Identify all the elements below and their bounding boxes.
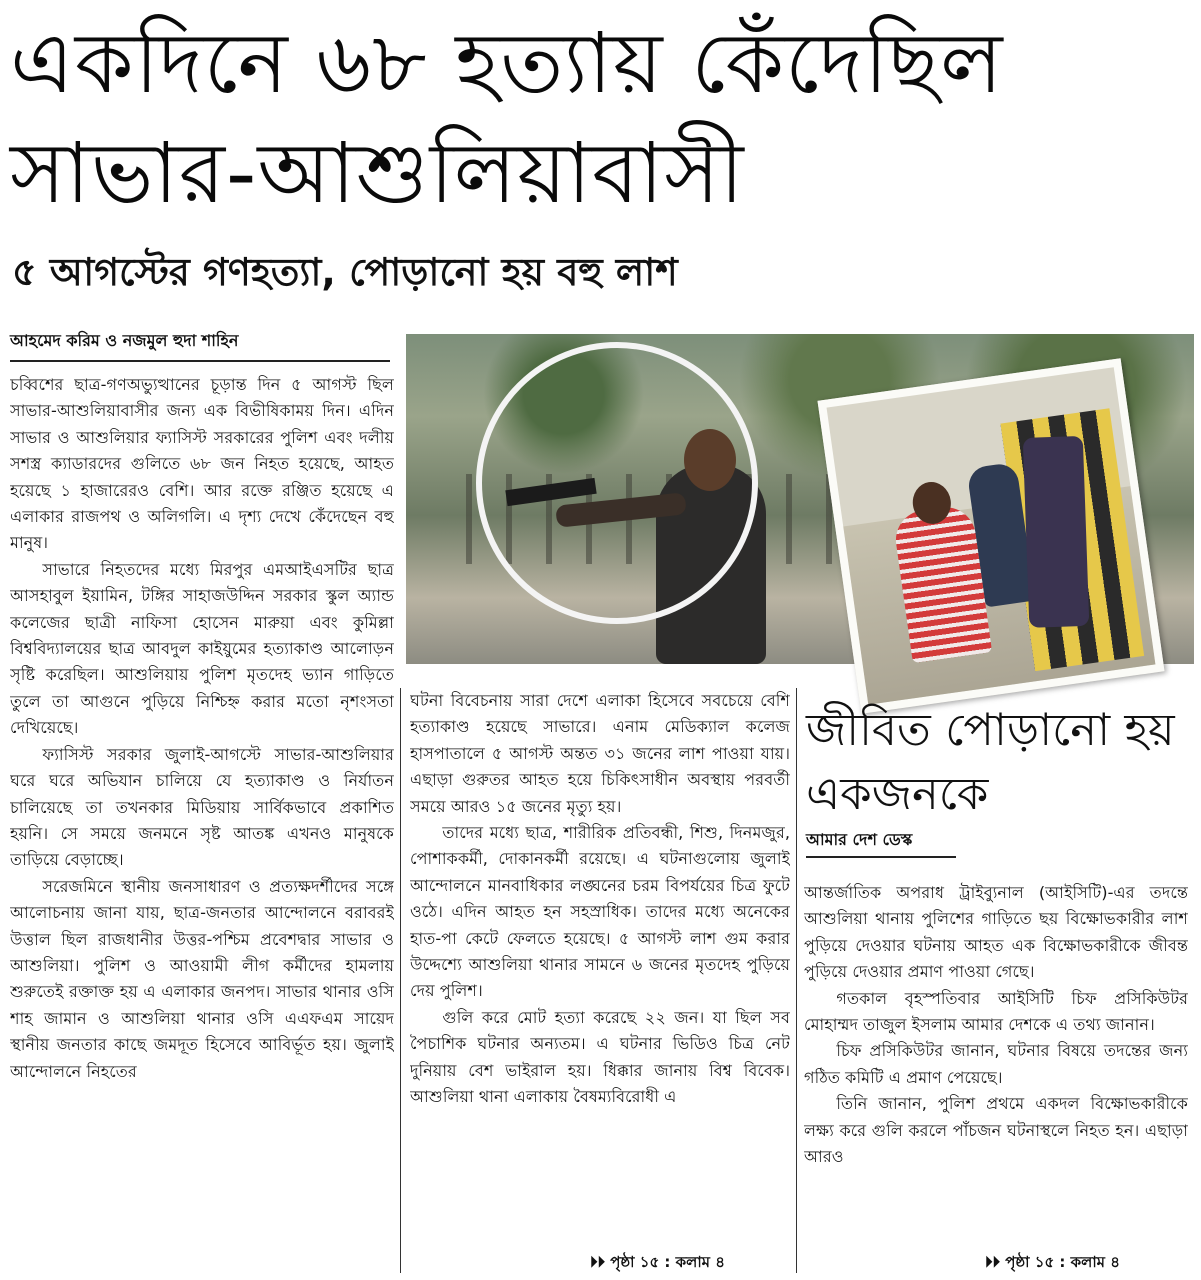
paragraph: ঘটনা বিবেচনায় সারা দেশে এলাকা হিসেবে সবচেয়ে বেশি হত্যাকাণ্ড হয়েছে সাভারে। এনাম মেডিক্যাল কলেজ হাসপাতালে ৫ আগস্ট অন্তত ৩১ জনের লাশ পাওয়া যায়। এছাড়া গুরুতর আহত হয়ে চিকিৎসাধীন অবস্থায় পরবর্তী সময়ে আরও ১৫ জনের মৃত্যু হয়। [410,691,790,816]
paragraph: গতকাল বৃহস্পতিবার আইসিটি চিফ প্রসিকিউটর মোহাম্মদ তাজুল ইসলাম আমার দেশকে এ তথ্য জানান। [804,988,1188,1035]
paragraph: গুলি করে মোট হত্যা করেছে ২২ জন। যা ছিল সব পৈচাশিক ঘটনার অন্যতম। এ ঘটনার ভিডিও চিত্র নেট দুনিয়ায় বেশ ভাইরাল হয়। ধিক্কার জানায় বিশ্ব বিবেক। আশুলিয়া থানা এলাকায় বৈষম্যবিরোধী এ [410,1007,790,1107]
paragraph: চিফ প্রসিকিউটর জানান, ঘটনার বিষয়ে তদন্তের জন্য গঠিত কমিটি এ প্রমাণ পেয়েছে। [804,1041,1188,1087]
byline: আহমেদ করিম ও নজমুল হুদা শাহিন [10,328,390,362]
headline-line-1: একদিনে ৬৮ হত্যায় কেঁদেছিল [10,14,1004,112]
highlight-circle [476,342,758,624]
paragraph: তিনি জানান, পুলিশ প্রথমে একদল বিক্ষোভকারীকে লক্ষ্য করে গুলি করলে পাঁচজন ঘটনাস্থলে নিহত হন। এছাড়া আরও [804,1094,1188,1167]
column-divider [400,688,401,1273]
paragraph: চব্বিশের ছাত্র-গণঅভ্যুত্থানের চূড়ান্ত দিন ৫ আগস্ট ছিল সাভার-আশুলিয়াবাসীর জন্য এক বিভীষিকাময় দিন। এদিন সাভার ও আশুলিয়ার ফ্যাসিস্ট সরকারের পুলিশ এবং দলীয় সশস্ত্র ক্যাডারদের গুলিতে ৬৮ জন নিহত হয়েছে, আহত হয়েছে ১ হাজারেরও বেশি। আর রক্তে রঞ্জিত হয়েছে এ এলাকার রাজপথ ও অলিগলি। এ দৃশ্য দেখে কেঁদেছেন বহু মানুষ। [10,375,394,553]
main-headline [10,8,1190,228]
paragraph: তাদের মধ্যে ছাত্র, শারীরিক প্রতিবন্ধী, শিশু, দিনমজুর, পোশাককর্মী, দোকানকর্মী রয়েছে। এ ঘটনাগুলোয় জুলাই আন্দোলনে মানবাধিকার লঙ্ঘনের চরম বিপর্যয়ের চিত্র ফুটে ওঠে। এদিন আহত হন সহস্রাধিক। তাদের মধ্যে অনেকের হাত-পা কেটে ফেলতে হয়েছে। ৫ আগস্ট লাশ গুম করার উদ্দেশ্যে আশুলিয়া থানার সামনে ৬ জনের মৃতদেহ পুড়িয়ে দেয় পুলিশ। [410,823,790,1001]
continued-on-page: ⏵⏵ পৃষ্ঠা ১৫ : কলাম ৪ [590,1253,725,1271]
sub-headline: ৫ আগস্টের গণহত্যা, পোড়ানো হয় বহু লাশ [12,250,678,294]
sidebar-byline: আমার দেশ ডেস্ক [806,828,956,858]
inset-photo [817,358,1164,714]
article-column-1 [10,372,394,1276]
paragraph: ফ্যাসিস্ট সরকার জুলাই-আগস্টে সাভার-আশুলিয়ার ঘরে ঘরে অভিযান চালিয়ে যে হত্যাকাণ্ড ও নির্যাতন চালিয়েছে তা তখনকার মিডিয়ায় সার্বিকভাবে প্রকাশিত হয়নি। সে সময়ে জনমনে সৃষ্ট আতঙ্ক এখনও মানুষকে তাড়িয়ে বেড়াচ্ছে। [10,744,394,870]
sidebar-column [804,880,1188,1252]
column-divider [796,688,797,1273]
inset-figure [1023,436,1090,628]
sidebar-headline: জীবিত পোড়ানো হয় একজনকে [806,703,1175,820]
paragraph: আন্তর্জাতিক অপরাধ ট্রাইব্যুনাল (আইসিটি)-এর তদন্তে আশুলিয়া থানায় পুলিশের গাড়িতে ছয় বিক্ষোভকারীর লাশ পুড়িয়ে দেওয়ার ঘটনায় আহত এক বিক্ষোভকারীকে জীবন্ত পুড়িয়ে দেওয়ার প্রমাণ পাওয়া গেছে। [804,883,1188,982]
paragraph: সাভারে নিহতদের মধ্যে মিরপুর এমআইএসটির ছাত্র আসহাবুল ইয়ামিন, টঙ্গির সাহাজউদ্দিন সরকার স্কুল অ্যান্ড কলেজের ছাত্রী নাফিসা হোসেন মারুয়া এবং কুমিল্লা বিশ্ববিদ্যালয়ের ছাত্র আবদুল কাইয়ুমের হত্যাকাণ্ড আলোড়ন সৃষ্টি করেছিল। আশুলিয়ায় পুলিশ মৃতদেহ ভ্যান গাড়িতে তুলে তা আগুনে পুড়িয়ে নিশ্চিহ্ন করার মতো নৃশংসতা দেখিয়েছে। [10,559,394,738]
paragraph: সরেজমিনে স্থানীয় জনসাধারণ ও প্রত্যক্ষদর্শীদের সঙ্গে আলোচনায় জানা যায়, ছাত্র-জনতার আন্দোলনে বরাবরই উত্তাল ছিল রাজধানীর উত্তর-পশ্চিম প্রবেশদ্বার সাভার ও আশুলিয়া। পুলিশ ও আওয়ামী লীগ কর্মীদের হামলায় শুরুতেই রক্তাক্ত হয় এ এলাকার জনপদ। সাভার থানার ওসি শাহ জামান ও আশুলিয়া থানার ওসি এএফএম সায়েদ স্থানীয় জনতার কাছে জমদূত হিসেবে আবির্ভূত হয়। জুলাই আন্দোলনে নিহতের [10,876,394,1081]
headline-line-2: সাভার-আশুলিয়াবাসী [10,124,745,222]
continued-on-page: ⏵⏵ পৃষ্ঠা ১৫ : কলাম ৪ [985,1253,1120,1271]
article-column-2 [410,688,790,1250]
